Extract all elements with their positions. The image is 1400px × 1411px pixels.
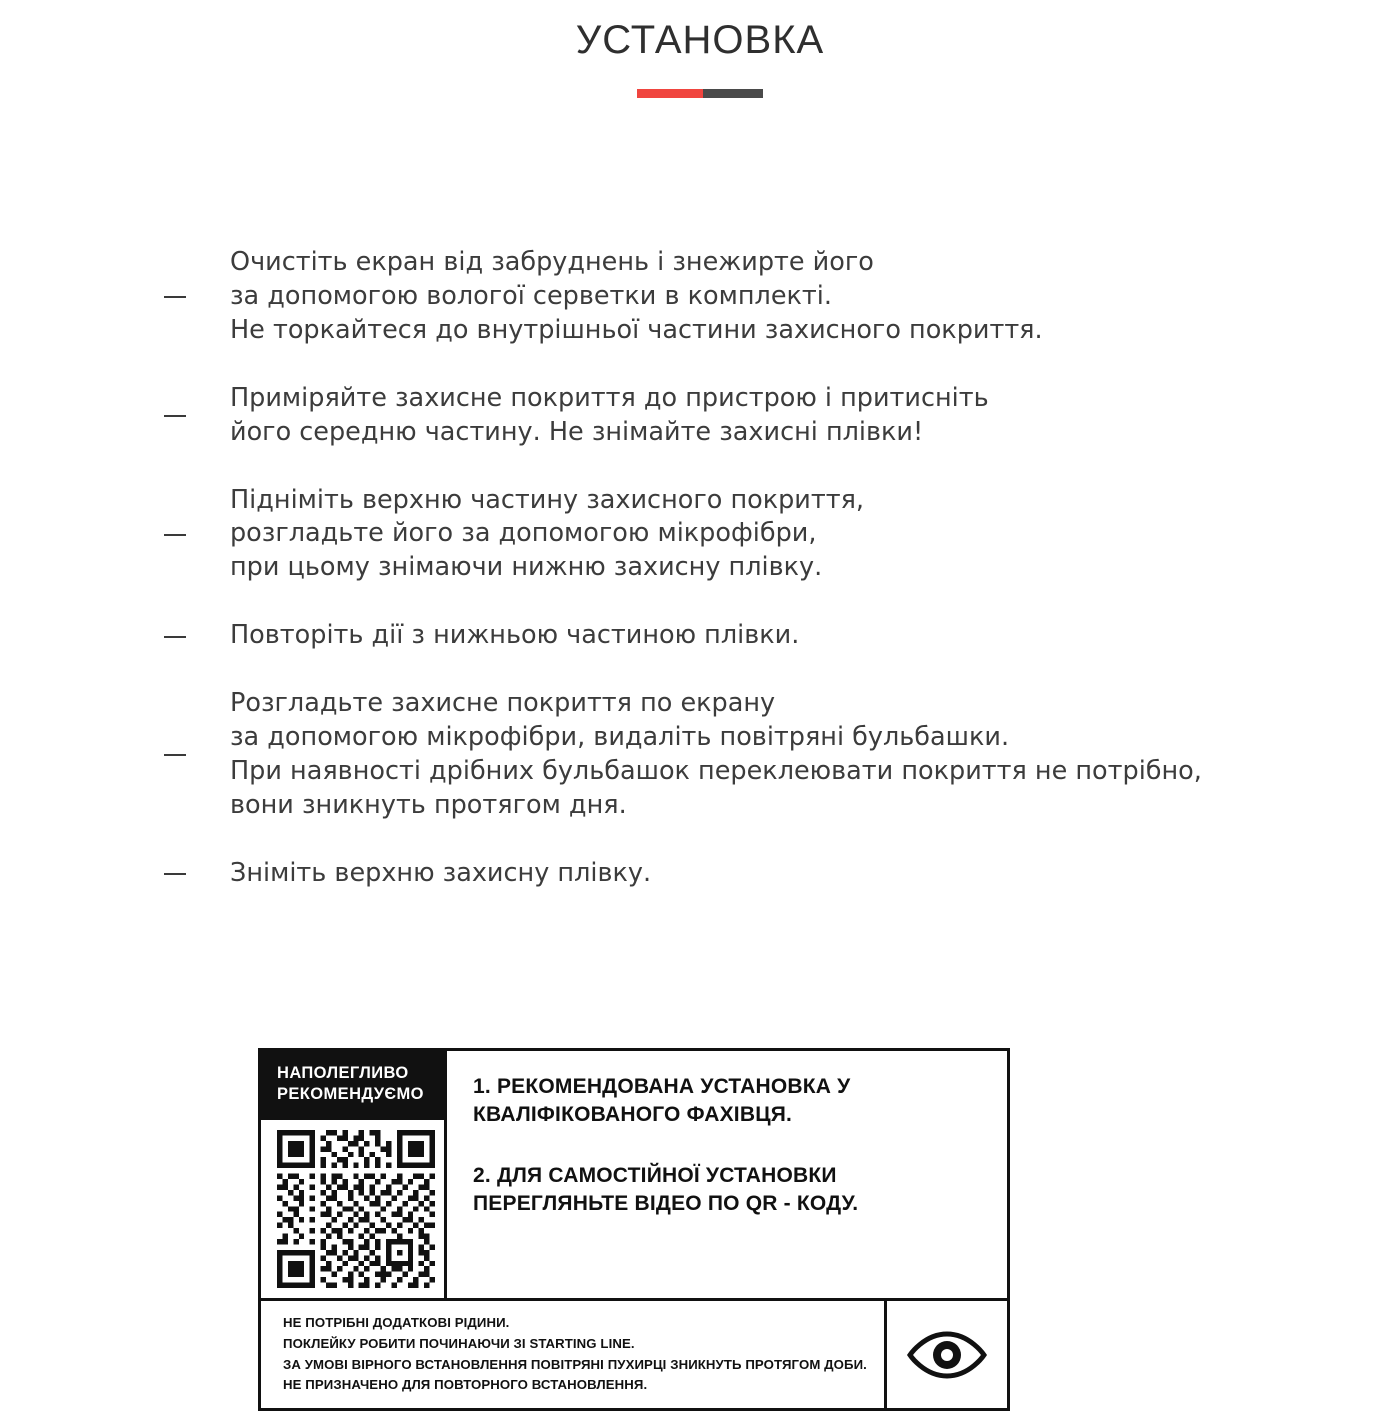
recommendation-item-1: 1. РЕКОМЕНДОВАНА УСТАНОВКА У КВАЛІФІКОВАНОГО ФАХІВЦЯ.	[473, 1075, 851, 1126]
installation-steps	[0, 246, 1400, 891]
recommendation-label-card	[258, 1048, 1010, 1411]
step-text	[230, 619, 799, 653]
label-note: НЕ ПОТРІБНІ ДОДАТКОВІ РІДИНИ.	[283, 1314, 510, 1330]
step-line: за допомогою вологої серветки в комплекті.	[230, 280, 832, 311]
step-line: Підніміть верхню частину захисного покриття,	[230, 484, 865, 515]
list-item	[160, 484, 1280, 586]
badge-line-1: НАПОЛЕГЛИВО	[277, 1064, 409, 1082]
strongly-recommend-badge	[261, 1051, 444, 1120]
step-marker-icon	[160, 623, 230, 649]
step-line: його середню частину. Не знімайте захисні плівки!	[230, 416, 924, 447]
step-text	[230, 382, 989, 450]
step-line: При наявності дрібних бульбашок переклеювати покриття не потрібно,	[230, 755, 1202, 786]
label-note: НЕ ПРИЗНАЧЕНО ДЛЯ ПОВТОРНОГО ВСТАНОВЛЕННЯ.	[283, 1377, 648, 1393]
step-marker-icon	[160, 403, 230, 429]
step-line: Приміряйте захисне покриття до пристрою і притисніть	[230, 382, 989, 413]
page-title: УСТАНОВКА	[575, 18, 825, 62]
qr-code-icon[interactable]	[277, 1130, 435, 1288]
qr-code-wrapper	[261, 1120, 444, 1298]
list-item	[160, 619, 1280, 653]
step-line: Повторіть дії з нижньою частиною плівки.	[230, 620, 800, 651]
step-line: Розгладьте захисне покриття по екрану	[230, 688, 776, 719]
step-marker-icon	[160, 861, 230, 887]
label-card-bottom	[261, 1298, 1007, 1408]
label-note: ПОКЛЕЙКУ РОБИТИ ПОЧИНАЮЧИ ЗІ STARTING LINE.	[283, 1335, 635, 1351]
step-marker-icon	[160, 521, 230, 547]
list-item	[160, 382, 1280, 450]
title-divider-dark-segment	[703, 89, 763, 98]
step-text	[230, 246, 1043, 348]
label-card-right-column	[447, 1051, 1007, 1298]
step-line: при цьому знімаючи нижню захисну плівку.	[230, 552, 823, 583]
step-line: розгладьте його за допомогою мікрофібри,	[230, 518, 817, 549]
eye-icon-box	[884, 1301, 1007, 1408]
step-line: вони зникнуть протягом дня.	[230, 789, 627, 820]
step-line: за допомогою мікрофібри, видаліть повітряні бульбашки.	[230, 722, 1010, 753]
step-marker-icon	[160, 742, 230, 768]
step-line: Зніміть верхню захисну плівку.	[230, 857, 652, 888]
list-item	[160, 246, 1280, 348]
title-divider-red-segment	[637, 89, 703, 98]
step-text	[230, 484, 864, 586]
step-text	[230, 857, 651, 891]
title-divider	[637, 89, 763, 98]
label-note: ЗА УМОВІ ВІРНОГО ВСТАНОВЛЕННЯ ПОВІТРЯНІ ПУХИРЦІ ЗНИКНУТЬ ПРОТЯГОМ ДОБИ.	[283, 1356, 867, 1372]
label-card-top	[261, 1051, 1007, 1298]
step-marker-icon	[160, 284, 230, 310]
label-notes	[261, 1301, 884, 1408]
step-line: Не торкайтеся до внутрішньої частини захисного покриття.	[230, 314, 1043, 345]
label-card-left-column	[261, 1051, 447, 1298]
step-line: Очистіть екран від забруднень і знежирте його	[230, 247, 874, 277]
eye-icon	[904, 1329, 990, 1381]
badge-line-2: РЕКОМЕНДУЄМО	[277, 1085, 424, 1104]
list-item	[160, 687, 1280, 823]
recommendation-item-2: 2. ДЛЯ САМОСТІЙНОЇ УСТАНОВКИ ПЕРЕГЛЯНЬТЕ ВІДЕО ПО QR - КОДУ.	[473, 1164, 859, 1216]
step-text	[230, 687, 1202, 823]
list-item	[160, 857, 1280, 891]
